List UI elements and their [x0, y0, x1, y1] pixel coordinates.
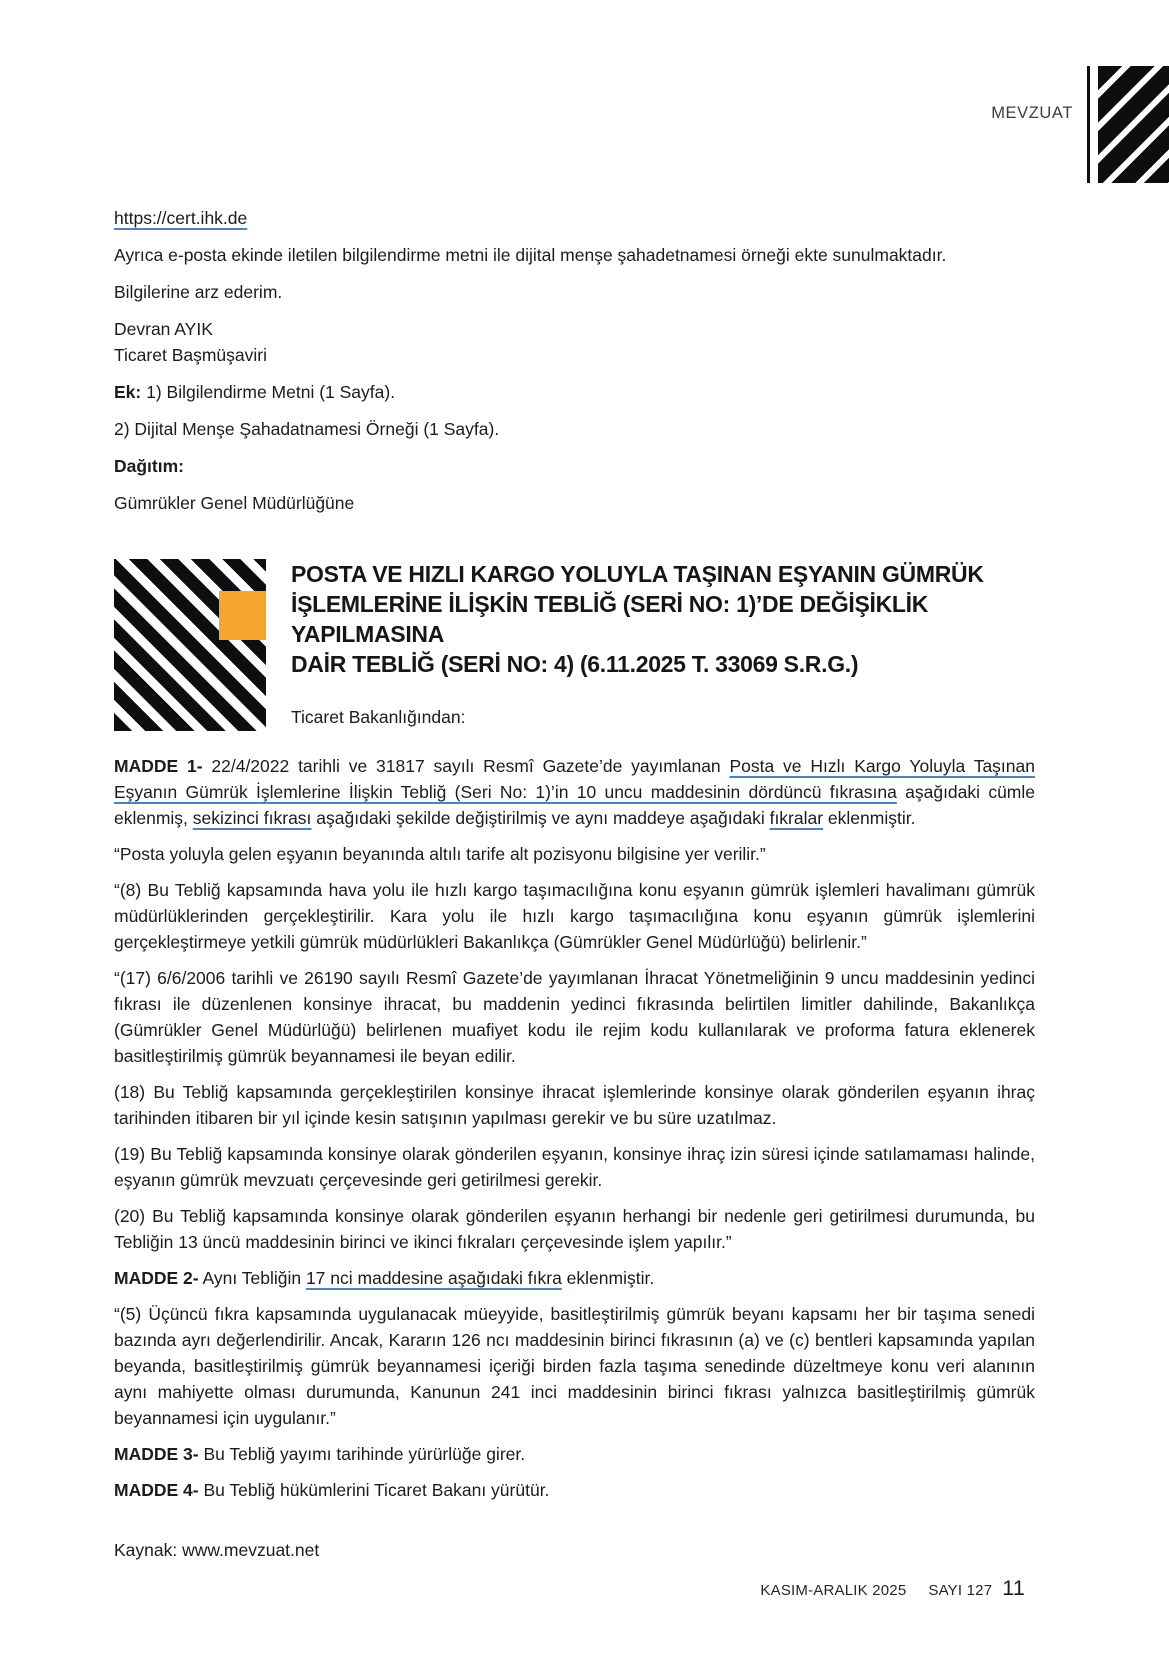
article-body — [114, 753, 1035, 1563]
text-run: aşağıdaki şekilde değiştirilmiş ve aynı maddeye aşağıdaki — [311, 808, 770, 828]
text-run: “(8) Bu Tebliğ kapsamında hava yolu ile hızlı kargo taşımacılığına konu eşyanın gümrük işlemleri havalimanı gümrük müdürlüklerinden gerçekleştirilir. Kara yolu ile hızlı kargo taşımacılığına konu eşyanın gümrük işlemlerini gerçekleştirmeye yetkili gümrük müdürlükleri Bakanlıkça (Gümrükler Genel Müdürlüğü) belirlenir.” — [114, 880, 1035, 952]
paragraph — [114, 453, 1035, 479]
paragraph — [114, 379, 1035, 405]
text-run: “(17) 6/6/2006 tarihli ve 26190 sayılı Resmî Gazete’de yayımlanan İhracat Yönetmeliğinin 9 uncu maddesinin yedinci fıkrası ile düzenlenen konsinye ihracat, bu maddenin yedinci fıkrasında belirtilen limitler dahilinde, Bakanlıkça (Gümrükler Genel Müdürlüğü) belirlenen muafiyet kodu ile rejim kodu kullanılarak ve proforma fatura eklenerek basitleştirilmiş gümrük beyannamesi ile beyan edilir. — [114, 968, 1035, 1066]
cert-link-paragraph — [114, 205, 1035, 231]
text-run: “Posta yoluyla gelen eşyanın beyanında altılı tarife alt pozisyonu bilgisine yer verilir.” — [114, 844, 766, 864]
article-title-block — [291, 559, 1035, 731]
text-run: (20) Bu Tebliğ kapsamında konsinye olarak gönderilen eşyanın herhangi bir nedenle geri getirilmesi durumunda, bu Tebliğin 13 üncü maddesinin birinci ve ikinci fıkraları çerçevesinde işlem yapılır.” — [114, 1206, 1035, 1252]
paragraph — [114, 1203, 1035, 1255]
madde-1-paragraph — [114, 753, 1035, 831]
text-run: Aynı Tebliğin — [198, 1268, 306, 1288]
source-paragraph — [114, 1537, 1035, 1563]
text-run: Kaynak: www.mevzuat.net — [114, 1540, 320, 1560]
content-column — [114, 205, 1035, 1573]
bold-label: MADDE 4- — [114, 1480, 199, 1500]
article-header — [114, 559, 1035, 731]
text-run: Gümrükler Genel Müdürlüğüne — [114, 493, 355, 513]
footer-number: SAYI 127 — [928, 1582, 993, 1599]
page-footer — [760, 1576, 1025, 1601]
text-run: Bu Tebliğ yayımı tarihinde yürürlüğe girer. — [198, 1444, 526, 1464]
text-run: eklenmiştir. — [561, 1268, 655, 1288]
text-run: Ayrıca e-posta ekinde iletilen bilgilendirme metni ile dijital menşe şahadetnamesi örneği ekte sunulmaktadır. — [114, 245, 947, 265]
paragraph — [114, 242, 1035, 268]
bold-label: Ek: — [114, 382, 142, 402]
cert-link[interactable]: https://cert.ihk.de — [114, 208, 248, 228]
text-run: 1) Bilgilendirme Metni (1 Sayfa). — [141, 382, 396, 402]
text-run: Bu Tebliğ hükümlerini Ticaret Bakanı yürütür. — [198, 1480, 550, 1500]
paragraph — [114, 965, 1035, 1069]
paragraph — [114, 841, 1035, 867]
text-run: Bilgilerine arz ederim. — [114, 282, 283, 302]
article-title-line: İŞLEMLERİNE İLİŞKİN TEBLİĞ (SERİ NO: 1)’DE DEĞİŞİKLİK YAPILMASINA — [291, 591, 929, 647]
text-run: aşağıdaki cümle eklenmiş, — [114, 782, 1035, 828]
article-issuer: Ticaret Bakanlığından: — [291, 707, 466, 727]
paragraph — [114, 279, 1035, 305]
text-run: “(5) Üçüncü fıkra kapsamında uygulanacak müeyyide, basitleştirilmiş gümrük beyanı kapsamı her bir taşıma senedi bazında ayrı değerlendirilir. Ancak, Kararın 126 ncı maddesinin birinci fıkrasının (a) ve (c) bentleri kapsamında yapılan beyanda, basitleştirilmiş gümrük beyannamesi içeriği birden fazla taşıma senedinde düzeltmeye konu veri alanının aynı mahiyette olması durumunda, Kanunun 241 inci maddesinin birinci fıkrası yalnızca basitleştirilmiş gümrük beyannamesi için uygulanır.” — [114, 1304, 1035, 1428]
page-number: 11 — [1002, 1576, 1025, 1600]
madde-3-paragraph — [114, 1441, 1035, 1467]
bold-label: Dağıtım: — [114, 456, 184, 476]
footer-issue: KASIM-ARALIK 2025 — [760, 1582, 907, 1599]
article-title — [291, 559, 1035, 679]
underlined-phrase: sekizinci fıkrası — [192, 808, 312, 828]
bold-label: MADDE 1- — [114, 756, 203, 776]
accent-square — [219, 591, 266, 640]
header-stripes-logo-icon — [1098, 66, 1169, 183]
header-divider-rule — [1087, 66, 1090, 183]
paragraph — [114, 877, 1035, 955]
signature-block: Devran AYIK Ticaret Başmüşaviri — [114, 319, 267, 365]
article-title-line: POSTA VE HIZLI KARGO YOLUYLA TAŞINAN EŞYANIN GÜMRÜK — [291, 561, 984, 587]
text-run: (18) Bu Tebliğ kapsamında gerçekleştirilen konsinye ihracat işlemlerinde konsinye olarak gönderilen eşyanın ihraç tarihinden itibaren bir yıl içinde kesin satışının yapılması gerekir ve bu süre uzatılmaz. — [114, 1082, 1035, 1128]
text-run: eklenmiştir. — [823, 808, 916, 828]
paragraph — [114, 1301, 1035, 1431]
madde-2-paragraph — [114, 1265, 1035, 1291]
section-label: MEVZUAT — [991, 104, 1073, 122]
madde-4-paragraph — [114, 1477, 1035, 1503]
bold-label: MADDE 3- — [114, 1444, 199, 1464]
letter-body — [114, 205, 1035, 516]
text-run: 2) Dijital Menşe Şahadatnamesi Örneği (1 Sayfa). — [114, 419, 500, 439]
text-run: 22/4/2022 tarihli ve 31817 sayılı Resmî Gazete’de yayımlanan — [202, 756, 730, 776]
underlined-phrase: fıkralar — [769, 808, 824, 828]
paragraph — [114, 1141, 1035, 1193]
article-title-line: DAİR TEBLİĞ (SERİ NO: 4) (6.11.2025 T. 33069 S.R.G.) — [291, 651, 859, 677]
underlined-phrase: 17 nci maddesine aşağıdaki fıkra — [305, 1268, 562, 1288]
paragraph — [114, 416, 1035, 442]
stripes-logo-icon — [114, 559, 266, 731]
bold-label: MADDE 2- — [114, 1268, 199, 1288]
text-run: (19) Bu Tebliğ kapsamında konsinye olarak gönderilen eşyanın, konsinye ihraç izin süresi içinde satılamaması halinde, eşyanın gümrük mevzuatı çerçevesinde geri getirilmesi gerekir. — [114, 1144, 1035, 1190]
paragraph — [114, 490, 1035, 516]
underlined-phrase: Posta ve Hızlı Kargo Yoluyla Taşınan Eşyanın Gümrük İşlemlerine İlişkin Tebliğ (Seri No: 1)’in 10 uncu maddesinin dördüncü fıkrasına — [114, 756, 1035, 802]
paragraph — [114, 1079, 1035, 1131]
